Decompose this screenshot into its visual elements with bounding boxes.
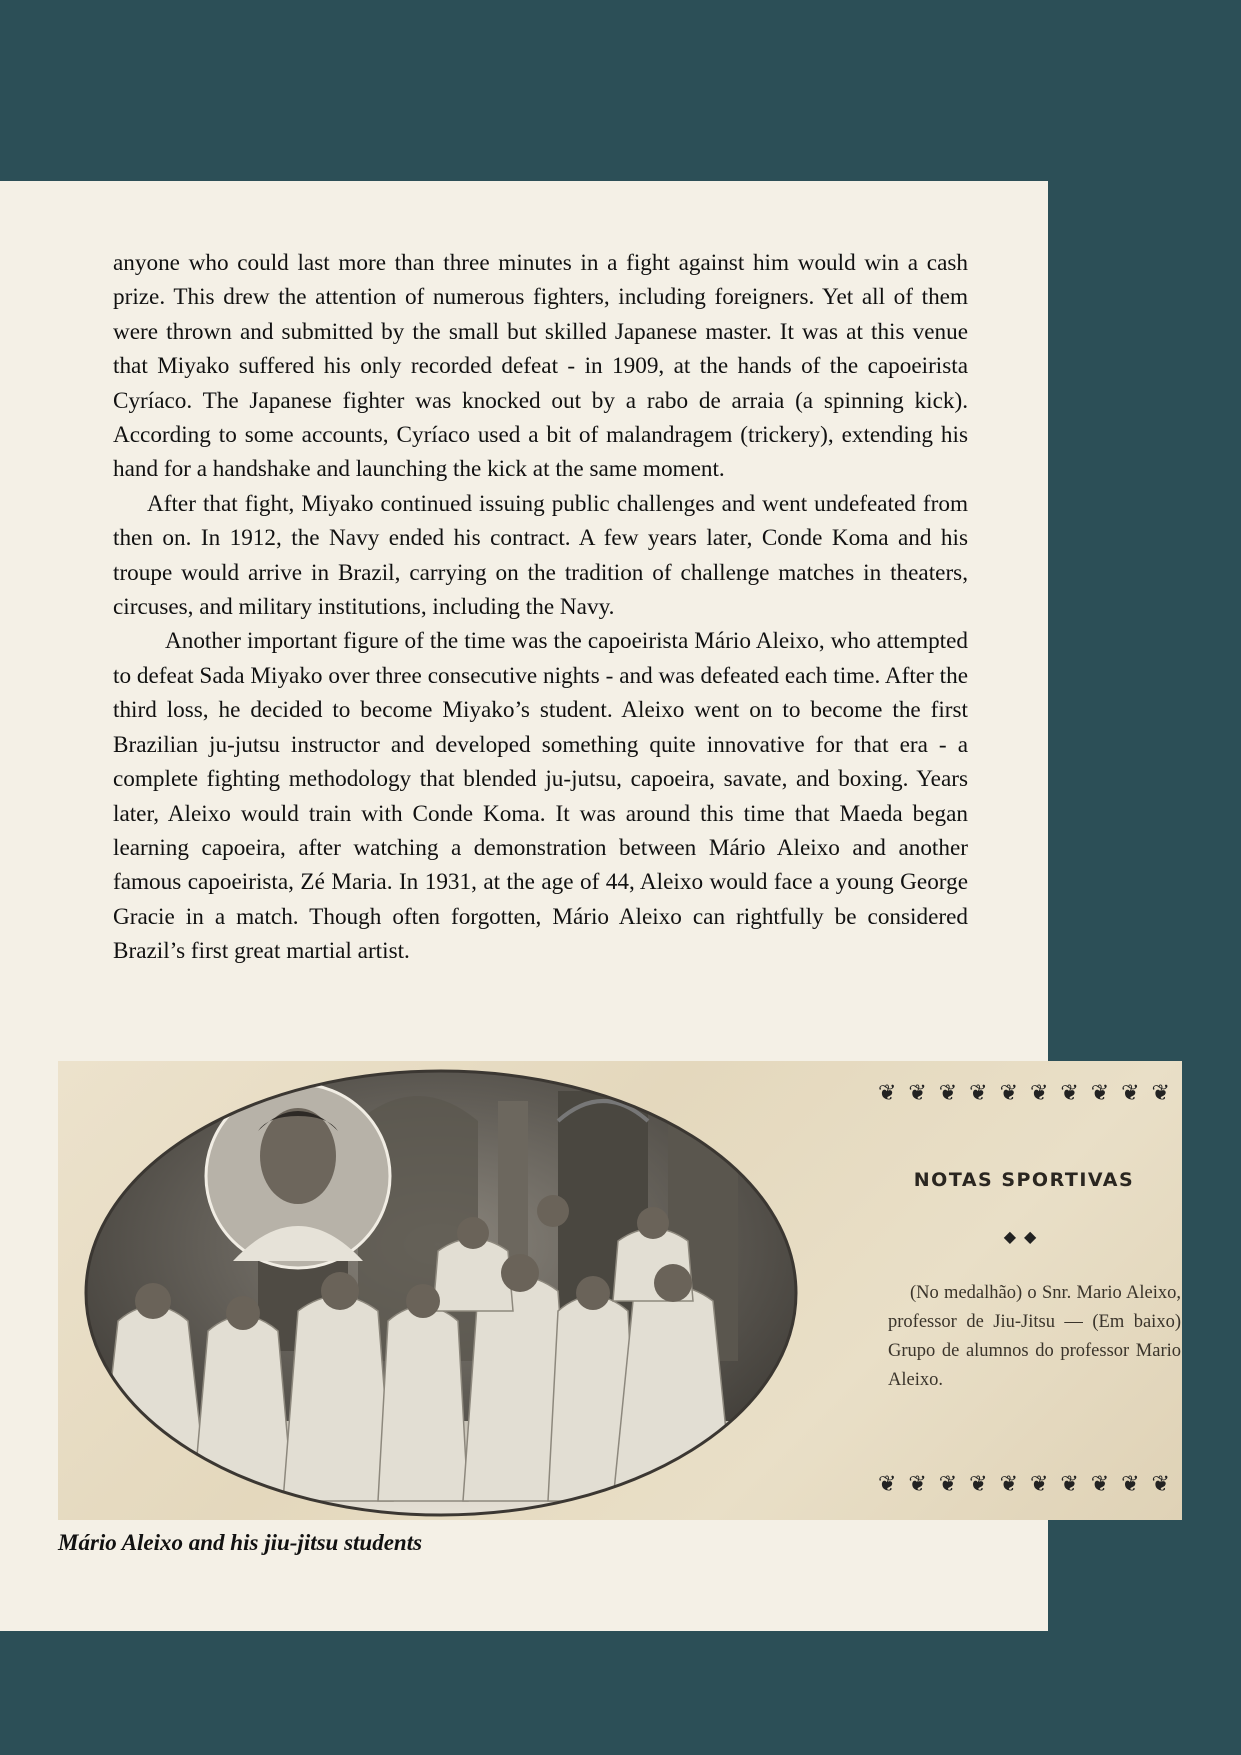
notas-title: NOTAS SPORTIVAS <box>913 1169 1135 1191</box>
ornament-border-top: ❦ ❦ ❦ ❦ ❦ ❦ ❦ ❦ ❦ ❦ <box>878 1081 1170 1106</box>
ornament-border-bottom: ❦ ❦ ❦ ❦ ❦ ❦ ❦ ❦ ❦ ❦ <box>878 1472 1170 1497</box>
notas-body-text: (No medalhão) o Snr. Mario Aleixo, professor de Jiu-Jitsu — (Em baixo) Grupo de alumnos do professor Mario Aleixo. <box>888 1283 1181 1390</box>
article-text <box>113 246 968 969</box>
diamond-divider: ◆◆ <box>1003 1227 1045 1246</box>
paragraph: anyone who could last more than three minutes in a fight against him would win a cash prize. This drew the attention of numerous fighters, including foreigners. Yet all of them were thrown and submitted by the small but skilled Japanese master. It was at this venue that Miyako suffered his only recorded defeat - in 1909, at the hands of the capoeirista Cyríaco. The Japanese fighter was knocked out by a rabo de arraia (a spinning kick). According to some accounts, Cyríaco used a bit of malandragem (trickery), extending his hand for a handshake and launching the kick at the same moment. <box>113 250 968 483</box>
group-photo-image <box>58 1061 818 1520</box>
paragraph: Another important figure of the time was the capoeirista Mário Aleixo, who attempted to defeat Sada Miyako over three consecutive nights - and was defeated each time. After the third loss, he decided to become Miyako’s student. Aleixo went on to become the first Brazilian ju-jutsu instructor and developed something quite innovative for that era - a complete fighting methodology that blended ju-jutsu, capoeira, savate, and boxing. Years later, Aleixo would train with Conde Koma. It was around this time that Maeda began learning capoeira, after watching a demonstration between Mário Aleixo and another famous capoeirista, Zé Maria. In 1931, at the age of 44, Aleixo would face a young George Gracie in a match. Though often forgotten, Mário Aleixo can rightfully be considered Brazil’s first great martial artist. <box>113 628 968 965</box>
notas-sportivas-panel <box>818 1061 1182 1520</box>
paragraph: After that fight, Miyako continued issuing public challenges and went undefeated from then on. In 1912, the Navy ended his contract. A few years later, Conde Koma and his troupe would arrive in Brazil, carrying on the tradition of challenge matches in theaters, circuses, and military institutions, including the Navy. <box>113 490 968 621</box>
newspaper-clipping-figure <box>58 1061 1182 1520</box>
figure-caption: Mário Aleixo and his jiu-jitsu students <box>58 1530 423 1555</box>
